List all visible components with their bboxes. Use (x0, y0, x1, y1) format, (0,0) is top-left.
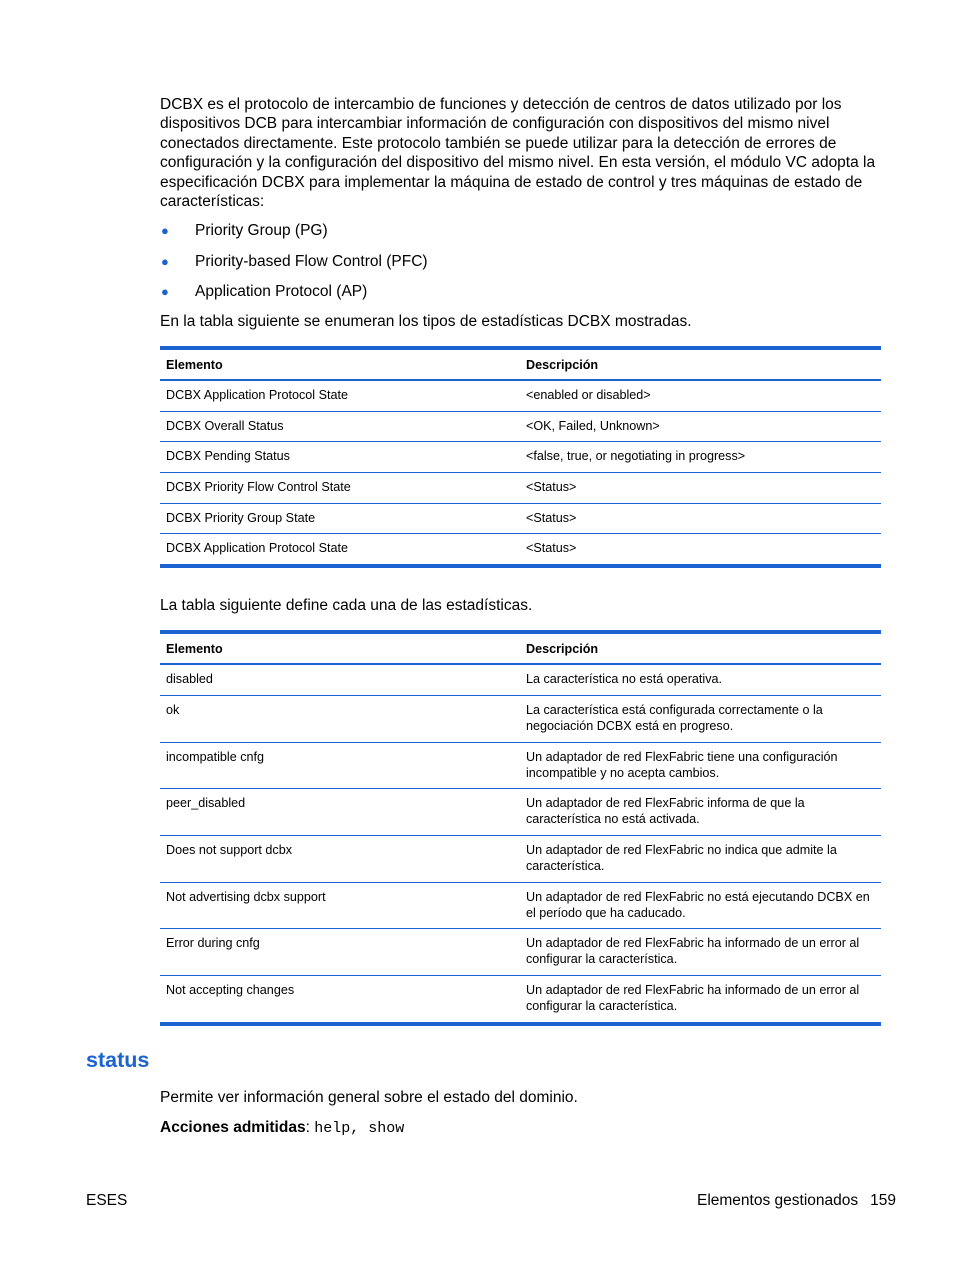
footer-locale: ESES (86, 1192, 128, 1209)
table-row (160, 380, 881, 411)
column-header: Descripción (520, 348, 881, 380)
table-cell: Un adaptador de red FlexFabric no está ejecutando DCBX en el período que ha caducado. (520, 882, 881, 929)
table-row (160, 411, 881, 442)
footer-page-info (697, 1192, 896, 1210)
intro-paragraph: DCBX es el protocolo de intercambio de funciones y detección de centros de datos utilizado por los dispositivos DCB para intercambiar información de configuración con dispositivos del mismo nivel conectados directamente. Este protocolo también se puede utilizar para la detección de errores de configuración y la configuración del dispositivo del mismo nivel. En esta versión, el módulo VC adopta la especificación DCBX para implementar la máquina de estado de control y tres máquinas de estado de características: (160, 96, 876, 211)
table-row (160, 976, 881, 1024)
table-row (160, 929, 881, 976)
table-cell: Does not support dcbx (160, 836, 520, 883)
list-item: ● Priority Group (PG) (161, 222, 328, 239)
actions-label: Acciones admitidas (160, 1119, 306, 1136)
table2-intro: La tabla siguiente define cada una de las estadísticas. (160, 597, 533, 614)
table-cell: La característica no está operativa. (520, 664, 881, 696)
table-cell: Un adaptador de red FlexFabric informa de que la característica no está activada. (520, 789, 881, 836)
table-row (160, 442, 881, 473)
table-cell: Un adaptador de red FlexFabric ha informado de un error al configurar la característica. (520, 976, 881, 1024)
table1-intro: En la tabla siguiente se enumeran los tipos de estadísticas DCBX mostradas. (160, 313, 692, 330)
dcbx-statistics-table (160, 346, 881, 568)
table-cell: Not advertising dcbx support (160, 882, 520, 929)
table-cell: <Status> (520, 473, 881, 504)
table-cell: ok (160, 696, 520, 743)
table-row (160, 503, 881, 534)
table-cell: peer_disabled (160, 789, 520, 836)
table-cell: Error during cnfg (160, 929, 520, 976)
table-cell: Un adaptador de red FlexFabric ha informado de un error al configurar la característica. (520, 929, 881, 976)
table-row (160, 882, 881, 929)
footer-section-title: Elementos gestionados (696, 1192, 859, 1209)
table-row (160, 742, 881, 789)
table-header-row (160, 632, 881, 664)
page-number: 159 (870, 1192, 896, 1209)
section-heading: status (86, 1048, 150, 1072)
table-cell: <false, true, or negotiating in progress> (520, 442, 881, 473)
table-cell: <Status> (520, 503, 881, 534)
actions-value: help, show (314, 1120, 405, 1137)
table-cell: DCBX Pending Status (160, 442, 520, 473)
table-row (160, 534, 881, 566)
table-cell: incompatible cnfg (160, 742, 520, 789)
table-cell: DCBX Overall Status (160, 411, 520, 442)
table-cell: disabled (160, 664, 520, 696)
actions-separator: : (305, 1119, 315, 1136)
table-row (160, 664, 881, 696)
table-cell: Un adaptador de red FlexFabric no indica que admite la característica. (520, 836, 881, 883)
table-cell: La característica está configurada correctamente o la negociación DCBX está en progreso. (520, 696, 881, 743)
table-cell: DCBX Priority Flow Control State (160, 473, 520, 504)
table-cell: <OK, Failed, Unknown> (520, 411, 881, 442)
section-description: Permite ver información general sobre el estado del dominio. (160, 1089, 578, 1106)
table-cell: Un adaptador de red FlexFabric tiene una configuración incompatible y no acepta cambios. (520, 742, 881, 789)
bullet-icon: ● (161, 253, 169, 269)
list-item: ● Application Protocol (AP) (161, 283, 368, 301)
table-cell: DCBX Application Protocol State (160, 534, 520, 566)
list-item: ● Priority-based Flow Control (PFC) (161, 252, 428, 270)
table-row (160, 789, 881, 836)
supported-actions (160, 1119, 881, 1137)
table-row (160, 473, 881, 504)
column-header: Elemento (160, 348, 520, 380)
bullet-icon: ● (161, 284, 169, 300)
column-header: Descripción (520, 632, 881, 664)
table-cell: DCBX Priority Group State (160, 503, 520, 534)
table-cell: DCBX Application Protocol State (160, 380, 520, 411)
table-cell: <Status> (520, 534, 881, 566)
column-header: Elemento (160, 632, 520, 664)
feature-list (160, 221, 428, 313)
table-row (160, 836, 881, 883)
table-cell: <enabled or disabled> (520, 380, 881, 411)
bullet-icon: ● (161, 223, 169, 238)
statistics-definitions-table (160, 630, 881, 1026)
table-header-row (160, 348, 881, 380)
table-cell: Not accepting changes (160, 976, 520, 1024)
table-row (160, 696, 881, 743)
